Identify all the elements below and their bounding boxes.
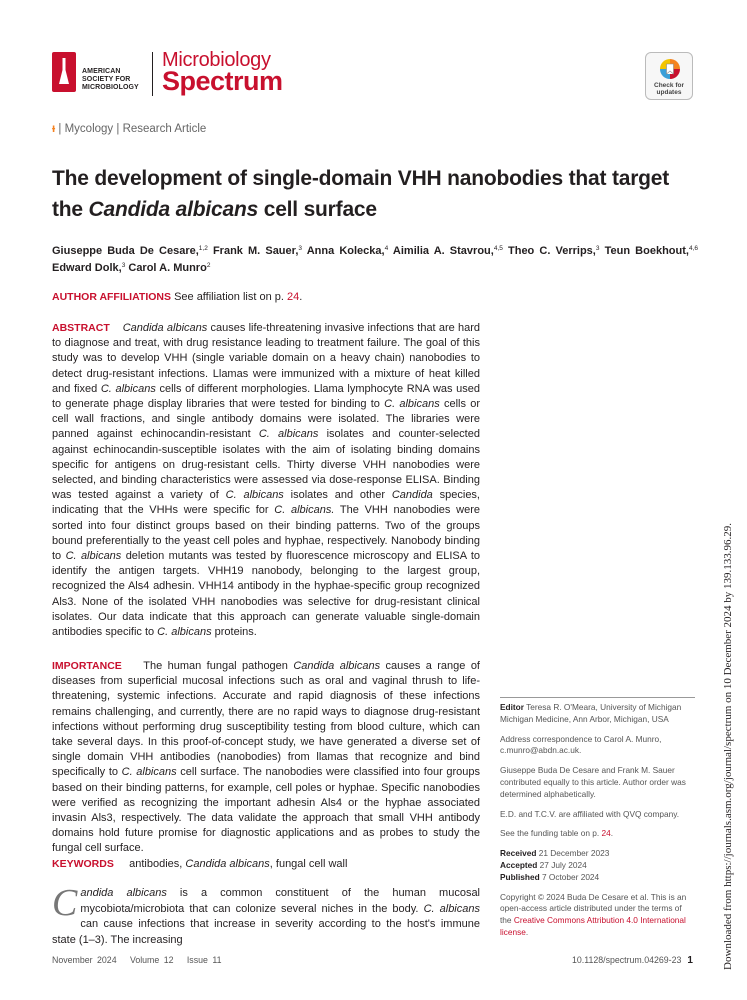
italic-text: C. albicans bbox=[157, 626, 212, 639]
italic-text: C. albicans bbox=[258, 428, 319, 441]
correspondence-email[interactable]: c.munro@abdn.ac.uk. bbox=[500, 745, 582, 756]
text-run: causes life-threatening invasive infections that are hard to diagnose and treat, with drug resistance leading to treatment failure. The goal of this study was to develop VHH (single variable domain on a heavy chain) nanobodies to detect drug-resistant infections. Llamas were immunized with a mixture of heat killed and fixed bbox=[52, 322, 480, 395]
download-watermark: Downloaded from https://journals.asm.org/journal/spectrum on 10 December 2024 by 139.133.96.29. bbox=[722, 522, 734, 970]
page-number: 1 bbox=[687, 955, 693, 966]
footer-doi[interactable]: 10.1128/spectrum.04269-23 bbox=[572, 955, 682, 965]
italic-text: Candida bbox=[391, 489, 433, 502]
editor-label: Editor bbox=[500, 702, 524, 712]
italic-text: andida albicans bbox=[80, 887, 167, 899]
footer-volume: Volume 12 bbox=[129, 955, 174, 965]
author[interactable]: Teun Boekhout,$^{4,6}$ bbox=[604, 245, 699, 257]
text-run: deletion mutants was tested by fluorescence microscopy and ELISA to identify the antigen targets. VHH19 nanobody, belonging to the largest group, recognized the Als4 adhesin. VHH14 antibody in the hyphae-specific group recognized Als3. None of the isolated VHH nanobodies was selective for drug-resistant clinical isolates. Our data indicate that this approach can generate valuable single-domain antibodies specific to bbox=[52, 550, 481, 639]
funding-note: See the funding table on p. 24. bbox=[500, 828, 614, 839]
keyword: Candida albicans bbox=[185, 858, 270, 870]
italic-text: C. albicans bbox=[65, 550, 122, 563]
crossmark-icon bbox=[659, 58, 681, 80]
article-title bbox=[52, 163, 702, 225]
author[interactable]: Frank M. Sauer,$^3$ bbox=[212, 245, 302, 257]
journal-logo bbox=[162, 50, 283, 94]
publisher-line: AMERICAN bbox=[82, 68, 121, 75]
copyright-text: Copyright © 2024 Buda De Cesare et al. This is an open-access article distributed under the terms of the bbox=[500, 891, 687, 926]
title-species: Candida albicans bbox=[88, 198, 259, 221]
title-text: The development of single-domain VHH nanobodies that target the bbox=[52, 167, 670, 221]
author[interactable]: Anna Kolecka,$^4$ bbox=[306, 245, 389, 257]
publisher-name bbox=[82, 68, 139, 92]
italic-text: C. albicans. bbox=[274, 504, 335, 517]
body-paragraph bbox=[52, 882, 481, 948]
importance-text bbox=[52, 660, 480, 854]
affiliations-text: See affiliation list on p. bbox=[174, 291, 284, 303]
text-run: cells or cell wall fractions, and single antibody domains were isolated. The libraries were panned against echinocandin-resistant bbox=[52, 398, 480, 441]
keywords-label: KEYWORDS bbox=[52, 858, 114, 870]
italic-text: Candida albicans bbox=[293, 660, 381, 672]
italic-text: C. albicans bbox=[225, 489, 284, 502]
author[interactable]: Theo C. Verrips,$^3$ bbox=[508, 245, 600, 257]
funding-text: See the funding table on p. bbox=[500, 828, 600, 839]
correspondence bbox=[500, 734, 695, 758]
publisher-line: SOCIETY FOR bbox=[82, 76, 131, 83]
text-run: isolates and other bbox=[283, 489, 392, 502]
text-run: cells of different morphologies. Llama lymphocyte RNA was used to generate phage display libraries that were tested for binding to bbox=[52, 382, 481, 411]
affiliations-label: AUTHOR AFFILIATIONS bbox=[52, 291, 171, 303]
asm-logo bbox=[52, 52, 144, 98]
italic-text: C. albicans bbox=[100, 382, 156, 395]
affiliations-page-link[interactable]: 24 bbox=[287, 291, 300, 303]
article-dates bbox=[500, 848, 695, 883]
text-run: is a common constituent of the human mucosal mycobiota/microbiota that can colonize several niches in the body. bbox=[80, 887, 481, 915]
footer-issue-info bbox=[52, 955, 221, 965]
check-updates-label: updates bbox=[656, 89, 682, 96]
italic-text: C. albicans bbox=[423, 902, 480, 915]
received-date: Received 21 December 2023 bbox=[500, 848, 610, 859]
affiliation-note: E.D. and T.C.V. are affiliated with QVQ company. bbox=[500, 808, 680, 819]
text-run: proteins. bbox=[211, 626, 257, 639]
article-category: ᵻ | Mycology | Research Article bbox=[52, 123, 207, 135]
flask-icon bbox=[52, 52, 76, 92]
keywords bbox=[52, 858, 347, 870]
footer-date: November 2024 bbox=[52, 955, 117, 965]
author[interactable]: Edward Dolk,$^3$ bbox=[52, 262, 126, 274]
correspondence-text: Address correspondence to Carol A. Munro, bbox=[500, 733, 662, 744]
importance-label: IMPORTANCE bbox=[52, 660, 122, 672]
author[interactable]: Aimilia A. Stavrou,$^{4,5}$ bbox=[392, 245, 503, 257]
article-sidebar bbox=[500, 697, 695, 947]
author-list bbox=[52, 243, 698, 277]
journal-name-line1: Microbiology bbox=[162, 49, 271, 71]
italic-text: Candida albicans bbox=[122, 322, 208, 334]
publisher-line: MICROBIOLOGY bbox=[82, 84, 139, 91]
text-run: The VHH nanobodies were sorted into four distinct groups based on their binding patterns. Two of the groups bound preferentially to the yeast cell poles and hyphae, respectively. Nanobody binding to bbox=[52, 504, 480, 563]
journal-name-line2: Spectrum bbox=[162, 66, 283, 96]
category-type: Research Article bbox=[122, 123, 207, 135]
text-run: The human fungal pathogen bbox=[143, 660, 294, 672]
text-run: cell surface. The nanobodies were classified into four groups based on their binding patterns, for example, cell poles or hyphae. Specific nanobodies were verified as recognizing the important adhesin Als4 or the hyphae associated invasin Als3, respectively. The data validate the approach that small VHH antibody domains hold future promise for diagnostic applications and as probes to study the fungal cell surface. bbox=[52, 766, 480, 855]
funding-page-link[interactable]: 24 bbox=[601, 828, 611, 839]
text-run: isolates and counter-selected against echinocandin-susceptible isolates with the aim of isolating binding domains specific for antigens on drug-resistant cells. Thirty diverse VHH nanobodies were selected, and binding characteristics were assessed via dose-response ELISA. Binding was tested against a variety of bbox=[52, 428, 480, 502]
logo-divider bbox=[152, 52, 153, 96]
copyright-notice: Copyright © 2024 Buda De Cesare et al. This is an open-access article distributed under the terms of the Creative Commons Attribution 4.0 International license. bbox=[500, 891, 687, 937]
footer-issue: Issue 11 bbox=[186, 955, 222, 965]
license-link[interactable]: Creative Commons Attribution 4.0 International license bbox=[500, 915, 686, 937]
text-run: causes a range of diseases from superficial mucosal infections such as oral and vaginal thrush to life-threatening, systemic infections. Accurate and rapid diagnosis of these infections remains challenging, and currently, there are no rapid ways to diagnose drug-resistant infections without performing drug susceptibility testing from blood culture, which can take several days. In this proof-of-concept study, we have generated a diverse set of single domain VHH antibodies (nanobodies) from llamas that recognize and bind specifically to bbox=[52, 660, 480, 779]
italic-text: C. albicans bbox=[384, 398, 440, 411]
text-run: can cause infections that increase in severity according to the host's immune state (1–3). The increasing bbox=[52, 918, 480, 946]
editor-info bbox=[500, 702, 695, 726]
footer-doi-page bbox=[572, 955, 693, 966]
abstract bbox=[52, 321, 480, 640]
check-updates-label: Check for bbox=[654, 82, 684, 89]
keyword: , fungal cell wall bbox=[269, 858, 348, 870]
sidebar-rule bbox=[500, 697, 695, 698]
open-access-icon: ᵻ bbox=[52, 123, 56, 135]
keyword: antibodies, bbox=[129, 858, 186, 870]
abstract-label: ABSTRACT bbox=[52, 322, 110, 334]
author[interactable]: Giuseppe Buda De Cesare,$^{1,2}$ bbox=[52, 245, 208, 257]
author-affiliations: AUTHOR AFFILIATIONS See affiliation list on p. 24. bbox=[52, 291, 303, 303]
italic-text: C. albicans bbox=[121, 766, 177, 779]
drop-cap: C bbox=[52, 882, 78, 924]
accepted-date: Accepted 27 July 2024 bbox=[500, 859, 587, 870]
category-section[interactable]: Mycology bbox=[64, 123, 114, 135]
equal-contribution-note: Giuseppe Buda De Cesare and Frank M. Sauer contributed equally to this article. Author order was determined alphabetically. bbox=[500, 765, 686, 799]
body-text bbox=[52, 882, 481, 946]
text-run: species, indicating that the VHHs were specific for bbox=[52, 489, 480, 517]
editor-text: Teresa R. O'Meara, University of Michigan Michigan Medicine, Ann Arbor, Michigan, USA bbox=[500, 702, 682, 724]
author[interactable]: Carol A. Munro$^2$ bbox=[128, 262, 211, 274]
published-date: Published 7 October 2024 bbox=[500, 871, 600, 882]
abstract-text bbox=[52, 322, 480, 638]
title-text: cell surface bbox=[258, 198, 377, 221]
importance bbox=[52, 659, 480, 857]
check-for-updates-button[interactable] bbox=[645, 52, 693, 100]
